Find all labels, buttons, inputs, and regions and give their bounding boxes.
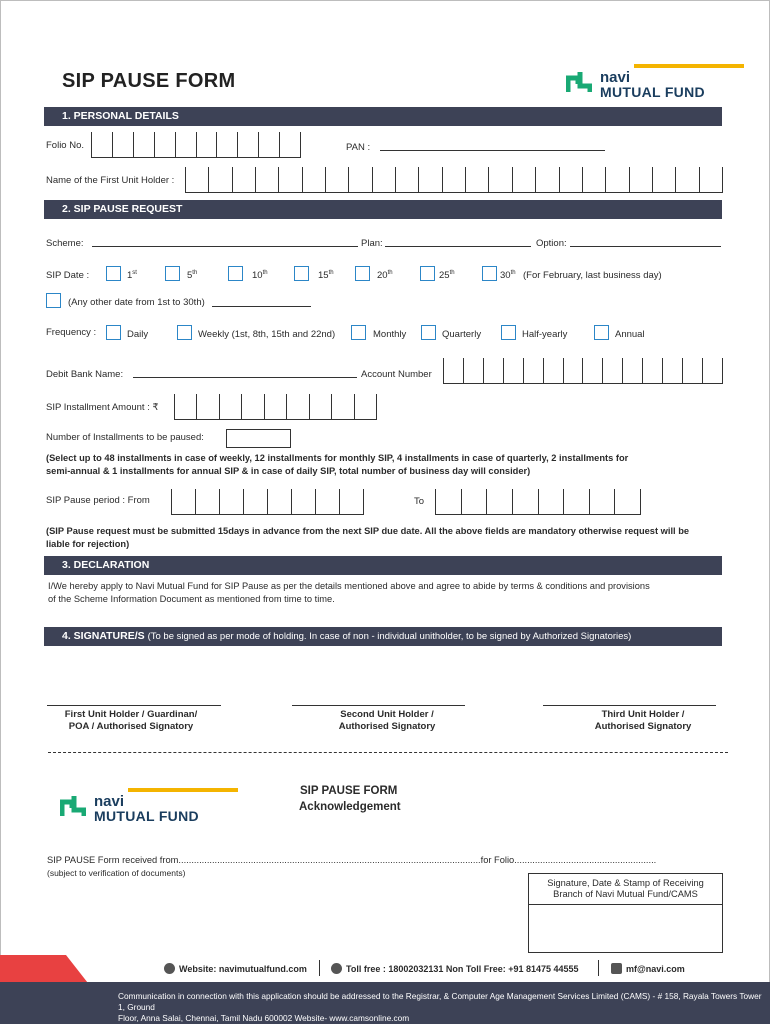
sip-date-5-checkbox[interactable] [165, 266, 180, 281]
num-installments-label: Number of Installments to be paused: [46, 432, 204, 443]
footer-line2: Floor, Anna Salai, Chennai, Tamil Nadu 600002 Website- www.camsonline.com [118, 1013, 410, 1023]
amount-input[interactable] [174, 394, 377, 420]
other-date-input[interactable] [212, 306, 311, 307]
num-installments-input[interactable] [226, 429, 291, 448]
scheme-input[interactable] [92, 246, 358, 247]
ack-subtitle: Acknowledgement [299, 801, 401, 813]
freq-daily-checkbox[interactable] [106, 325, 121, 340]
freq-quarterly-checkbox[interactable] [421, 325, 436, 340]
first-holder-signature-caption: First Unit Holder / Guardinan/ POA / Authorised Signatory [64, 709, 198, 732]
footer-bar [0, 982, 770, 1024]
second-holder-signature-caption: Second Unit Holder / Authorised Signatory [338, 709, 436, 732]
sip-date-15-checkbox[interactable] [294, 266, 309, 281]
declaration-line1: I/We hereby apply to Navi Mutual Fund for SIP Pause as per the details mentioned above and agree to abide by terms & conditions and provisions [48, 581, 650, 591]
sip-date-30-checkbox[interactable] [482, 266, 497, 281]
section-sip-pause-request: 2. SIP PAUSE REQUEST [44, 200, 722, 219]
signatures-note: (To be signed as per mode of holding. In case of non - individual unitholder, to be signed by Authorized Signatories) [147, 631, 632, 642]
globe-icon [164, 963, 175, 974]
contact-email: mf@navi.com [611, 963, 685, 974]
section-declaration: 3. DECLARATION [44, 556, 722, 575]
signatures-heading: 4. SIGNATURE/S [62, 630, 145, 642]
plan-input[interactable] [385, 246, 531, 247]
folio-label: Folio No. [46, 140, 85, 151]
option-label: Option: [536, 238, 567, 249]
contact-separator [598, 960, 599, 976]
freq-half-yearly-label: Half-yearly [522, 329, 568, 340]
navi-logo-ack [60, 788, 238, 823]
contact-website: Website: navimutualfund.com [164, 963, 307, 974]
first-holder-signature-line[interactable] [47, 705, 221, 706]
sip-date-25-label: 25th [439, 270, 455, 282]
first-holder-input[interactable] [185, 167, 723, 193]
amount-label: SIP Installment Amount : ₹ [46, 402, 159, 413]
debit-bank-input[interactable] [133, 377, 357, 378]
pause-to-label: To [414, 496, 425, 507]
first-holder-label: Name of the First Unit Holder : [46, 175, 175, 186]
form-title: SIP PAUSE FORM [62, 70, 236, 92]
phone-icon [331, 963, 342, 974]
freq-monthly-label: Monthly [373, 329, 407, 340]
folio-input[interactable] [91, 132, 301, 158]
section-personal-details: 1. PERSONAL DETAILS [44, 107, 722, 126]
logo-mutual-fund: MUTUAL FUND [600, 84, 705, 100]
sip-date-1-checkbox[interactable] [106, 266, 121, 281]
second-holder-signature-line[interactable] [292, 705, 465, 706]
ack-title: SIP PAUSE FORM [300, 785, 398, 797]
contact-separator [319, 960, 320, 976]
mail-icon [611, 963, 622, 974]
declaration-line2: of the Scheme Information Document as mentioned from time to time. [48, 594, 335, 604]
cut-line [48, 752, 728, 753]
ack-stamp-box[interactable] [528, 873, 723, 953]
footer-line1: Communication in connection with this application should be addressed to the Registrar, & Computer Age Management Services Limited (CAMS) - # 158, Rayala Towers Tower 1, Ground [118, 991, 762, 1012]
navi-logo-icon [566, 70, 592, 94]
sip-date-25-checkbox[interactable] [420, 266, 435, 281]
section-signatures [44, 627, 722, 646]
navi-logo-icon [60, 794, 86, 818]
pan-input[interactable] [380, 150, 605, 151]
ack-stamp-line2: Branch of Navi Mutual Fund/CAMS [553, 889, 698, 899]
debit-bank-label: Debit Bank Name: [46, 369, 124, 380]
other-date-checkbox[interactable] [46, 293, 61, 308]
pan-label: PAN : [346, 142, 371, 153]
select-note-line2: semi-annual & 1 installments for annual SIP & in case of daily SIP, total number of business day will consider) [46, 466, 531, 476]
select-note-line1: (Select up to 48 installments in case of weekly, 12 installments for monthly SIP, 4 installments in case of quarterly, 2 installments for [46, 453, 629, 463]
sip-date-30-label: 30th [500, 270, 516, 282]
sip-date-15-label: 15th [318, 270, 334, 282]
ack-received-line: SIP PAUSE Form received from.....................................................................................................................for Folio....................................................... [47, 855, 657, 865]
sip-date-20-checkbox[interactable] [355, 266, 370, 281]
pause-from-input[interactable] [171, 489, 364, 515]
logo-bar [128, 788, 238, 792]
sip-date-label: SIP Date : [46, 270, 90, 281]
ack-subject-note: (subject to verification of documents) [47, 868, 186, 878]
ack-stamp-line1: Signature, Date & Stamp of Receiving [547, 878, 704, 888]
third-holder-signature-caption: Third Unit Holder / Authorised Signatory [594, 709, 692, 732]
account-number-input[interactable] [443, 358, 723, 384]
navi-logo-top [566, 64, 744, 99]
pause-to-input[interactable] [435, 489, 641, 515]
sip-date-1-label: 1st [127, 270, 137, 282]
logo-bar [634, 64, 744, 68]
account-number-label: Account Number [361, 369, 432, 380]
freq-daily-label: Daily [127, 329, 149, 340]
freq-weekly-checkbox[interactable] [177, 325, 192, 340]
freq-monthly-checkbox[interactable] [351, 325, 366, 340]
frequency-label: Frequency : [46, 327, 97, 338]
other-date-label: (Any other date from 1st to 30th) [68, 297, 205, 308]
advance-note-line1: (SIP Pause request must be submitted 15days in advance from the next SIP due date. All the above fields are mandatory otherwise request will be [46, 526, 690, 536]
scheme-label: Scheme: [46, 238, 84, 249]
third-holder-signature-line[interactable] [543, 705, 716, 706]
plan-label: Plan: [361, 238, 383, 249]
logo-navi: navi [94, 793, 125, 810]
logo-navi: navi [600, 69, 631, 86]
freq-half-yearly-checkbox[interactable] [501, 325, 516, 340]
advance-note-line2: liable for rejection) [46, 539, 130, 549]
option-input[interactable] [570, 246, 721, 247]
logo-mutual-fund: MUTUAL FUND [94, 808, 199, 824]
freq-annual-label: Annual [615, 329, 645, 340]
sip-date-20-label: 20th [377, 270, 393, 282]
pause-from-label: SIP Pause period : From [46, 495, 150, 506]
freq-weekly-label: Weekly (1st, 8th, 15th and 22nd) [198, 329, 336, 340]
feb-note: (For February, last business day) [523, 270, 662, 281]
sip-date-10-label: 10th [252, 270, 268, 282]
freq-quarterly-label: Quarterly [442, 329, 482, 340]
sip-date-10-checkbox[interactable] [228, 266, 243, 281]
sip-date-5-label: 5th [187, 270, 198, 282]
contact-phone: Toll free : 18002032131 Non Toll Free: +91 81475 44555 [331, 963, 579, 974]
freq-annual-checkbox[interactable] [594, 325, 609, 340]
